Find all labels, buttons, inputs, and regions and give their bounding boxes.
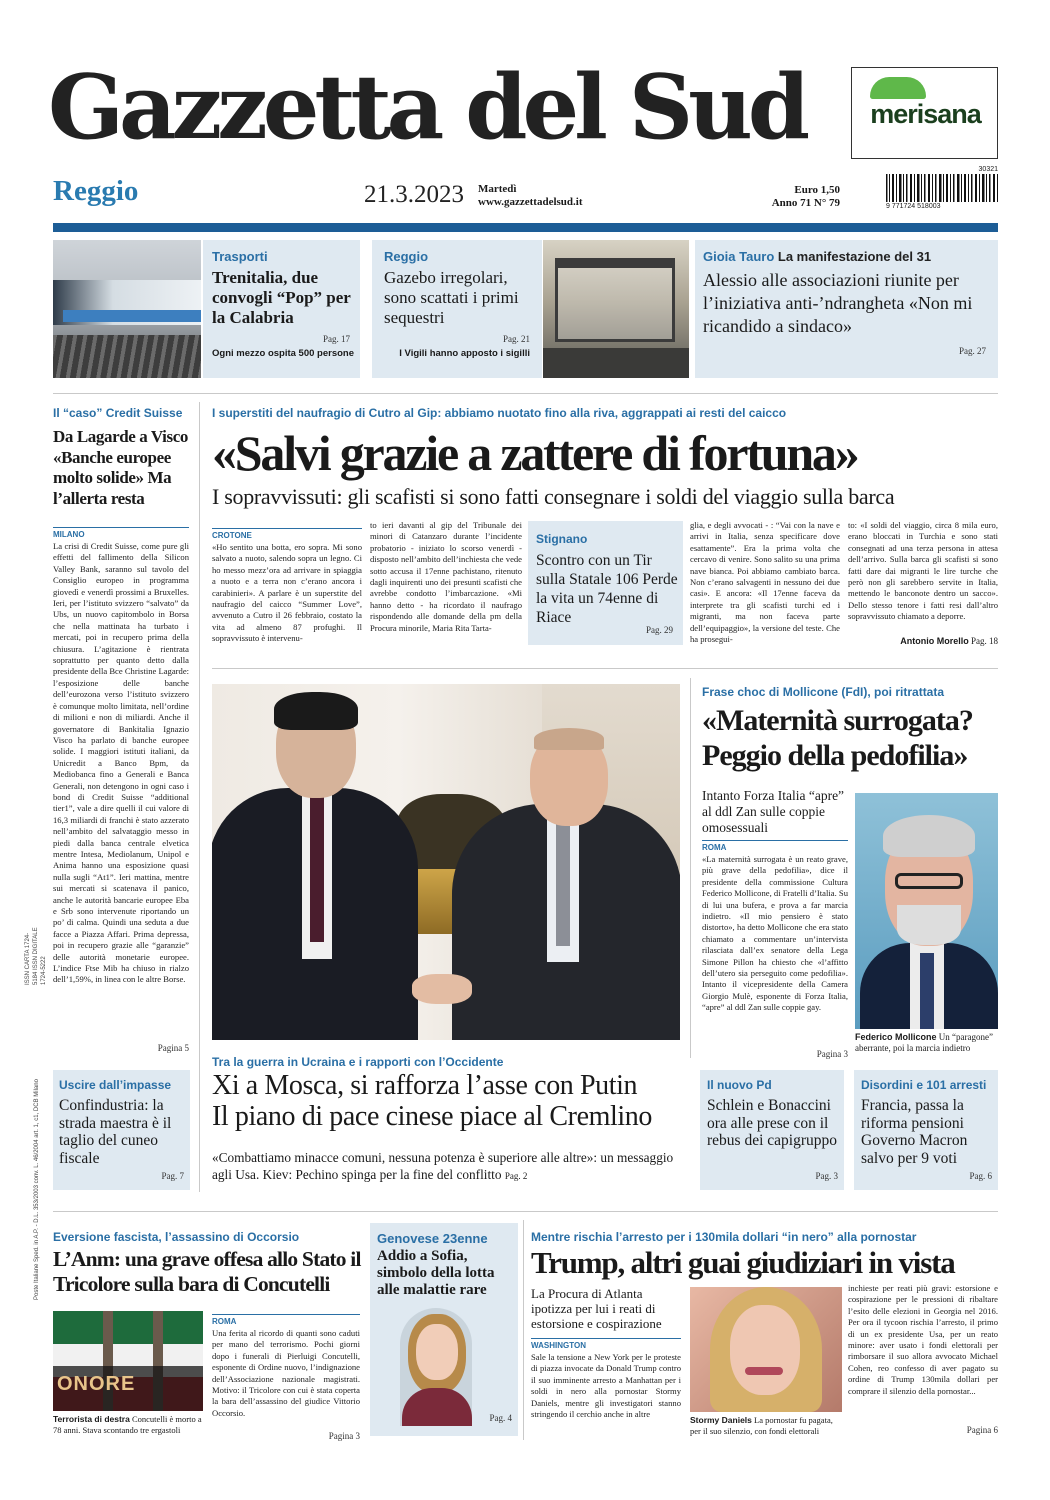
xi-page: Pag. 2 [504,1171,528,1181]
mollicone-photo [855,793,998,1029]
divider [523,1220,524,1440]
occorsio-body: Una ferita al ricordo di quanti sono caduti per mano del terrorismo. Pochi giorni dopo i funerali di Pierluigi Concutelli, esponente di Ordine nuovo, l’indignazione dell’Associazione nazionale magistrati. Motivo: il Tricolore con cui è stata coperta la bara dell’assassino del giudice Vittorio Occorsio. [212,1328,360,1418]
box-kicker: Il nuovo Pd [707,1078,772,1092]
cutro-byline [848,636,998,646]
genovese-kicker: Genovese 23enne [377,1231,488,1246]
stignano-page: Pag. 29 [646,625,673,635]
teaser-caption: Ogni mezzo ospita 500 persone [212,348,355,359]
occorsio-kicker: Eversione fascista, l’assassino di Occorsio [53,1230,300,1244]
sofia-photo [400,1308,472,1426]
xi-headline-1: Xi a Mosca, si rafforza l’asse con Putin [212,1070,638,1101]
teaser-reggio[interactable] [372,240,542,378]
barcode-top: 30321 [978,166,998,173]
box-kicker: Uscire dall’impasse [59,1078,172,1092]
teaser-page: Pag. 21 [503,334,530,344]
teaser-kicker: Gioia Tauro [703,249,775,264]
teaser-kicker: Trasporti [212,249,268,264]
cs-article [53,527,189,1053]
divider [199,402,200,1192]
stormy-daniels-photo [690,1287,842,1412]
cutro-page: Pag. 18 [971,636,998,646]
box-pd[interactable] [700,1070,844,1190]
occorsio-article [212,1314,360,1441]
teaser-headline: Trenitalia, due convogli “Pop” per la Calabria [212,268,351,327]
photo-banner-text: ONORE [57,1373,136,1395]
caption-text: Concutelli è morto a 78 anni. Stava scontando tre ergastoli [53,1414,202,1435]
cs-body: La crisi di Credit Suisse, come pure gli effetti del fallimento della Silicon Valley Bank, saranno sul tavolo del Consiglio europeo in programma giovedì e venerdì prossimi a Bruxelles. Ieri, per l’istituto svizzero “salvato” da Ubs, un nuovo capitombolo in Borsa che nella mattinata ha turbato i mercati, poi in recupero prima della chiusura. L’agitazione è rientrata soprattutto per quanto detto dalla presidente della Bce Christine Lagarde: l’esposizione delle banche dell’eurozona verso l’istituto svizzero è comunque molto limitata, nell’ordine di milioni e non di miliardi. Anche il governatore di Bankitalia Ignazio Visco ha parlato di banche europee solide. I maggiori istituti italiani, da Unicredit a Banco Bpm, da Mediobanca fino a Generali e Banca Generali, non detengono in ogni caso i bond di Credit Suisse “additional tier1”, vale a dire quelli il cui valore di 16,3 miliardi di franchi è stato azzerato nell’ambito del salvataggio messo in piedi dalla banca centrale elvetica mentre Intesa, Mediolanum, Unipol e Anima hanno una esposizione quasi nulla sugli “At1”. Ieri mattina, mentre sui mercati si scatenava il panico, anche le autorità bancarie europee Eba e Srb sono intervenute riportando un po’ di calma. Quindi una seduta a due facce a Piazza Affari. Prima depressa, poi in recupero grazie alle “garanzie” delle autorità monetarie europee. L’indice Ftse Mib ha chiuso in rialzo dell’1,59%, in linea con le altre Borse. [53,541,189,985]
teaser-trasporti[interactable] [203,240,360,378]
divider [53,1211,998,1212]
barcode-number: 9 771724 518003 [886,203,941,210]
cutro-author: Antonio Morello [900,636,969,646]
cutro-kicker: I superstiti del naufragio di Cutro al Gip: abbiamo nuotato fino alla riva, aggrappati ai resti del caicco [212,406,787,420]
xi-subhead-wrap [212,1149,682,1185]
trump-subhead: La Procura di Atlanta ipotizza per lui i reati di estorsione e cospirazione [531,1286,662,1331]
cutro-body-1: «Ho sentito una botta, ero sopra. Mi sono salvato a nuoto, salendo sopra un legno. Ci ho messo mezz’ora ad arrivare in spiaggia a nuoto e a terra non c’erano ancora i carabinieri». A parlare è un superstite del naufragio del caicco “Summer Love”, avvenuto a Cutro il 26 febbraio, costato la vita ad almeno 87 profughi. Il sopravvissuto è intervenu- [212,542,362,644]
xi-kicker: Tra la guerra in Ucraina e i rapporti con l’Occidente [212,1055,504,1069]
stignano-box[interactable] [528,521,683,645]
occorsio-photo [53,1311,203,1411]
maternita-body: «La maternità surrogata è un reato grave, più grave della pedofilia», dice il presidente della commissione Cultura Federico Mollicone, di Fratelli d’Italia. Su di lui una bufera, e prova a far marcia indietro. «Il mio pensiero è stato distorto», ha detto Mollicone che era stato chiamato a commentare un’intervista rilasciata dall’ex senatore della Lega Simone Pillon ha chiesto che «l’affitto dell’utero sia perseguito come pedofilia». Intanto il vicepresidente della Camera Giorgio Mulè, esponente di Forza Italia, “apre” al ddl Zan sulle coppie gay. [702,854,848,1013]
caption-text: La pornostar fu pagata, per il suo silenzio, con fondi elettorali [690,1415,833,1436]
stormy-caption [690,1415,842,1437]
divider [212,668,998,669]
box-francia[interactable] [854,1070,998,1190]
trump-body-2: inchieste per reati più gravi: estorsione e cospirazione per le pressioni di ribaltare l’esito delle elezioni in Georgia nel 2016. Per ora il tycoon rischia l’arresto, il primo di un ex presidente Usa, per un reato minore: aver usato i fondi elettorali per rimborsare il suo allora avvocato Michael Cohen, reo confesso di aver pagato su ordine di Trump 130mila dollari per comprare il silenzio della pornostar... [848,1283,998,1396]
cs-page: Pagina 5 [157,1043,189,1053]
price: Euro 1,50 [794,184,840,196]
mollicone-caption [855,1032,998,1054]
teaser-kicker-extra: La manifestazione del 31 [777,249,932,264]
maternita-headline: «Maternità surrogata? Peggio della pedofilia» [702,704,973,772]
teaser-page: Pag. 27 [959,346,986,356]
caption-name: Stormy Daniels [690,1415,752,1425]
box-page: Pag. 6 [969,1171,992,1181]
maternita-dateline: ROMA [702,840,848,852]
maternita-subhead: Intanto Forza Italia “apre” al ddl Zan sulle coppie omosessuali [702,788,845,835]
website-link[interactable]: www.gazzettadelsud.it [478,196,583,208]
weekday: Martedì [478,183,517,195]
teaser-caption: I Vigili hanno apposto i sigilli [399,348,530,359]
box-headline: Confindustria: la strada maestra è il taglio del cuneo fiscale [59,1097,172,1167]
trump-dateline: WASHINGTON [531,1338,681,1350]
masthead-bar [53,223,998,232]
box-page: Pag. 3 [815,1171,838,1181]
caption-name: Terrorista di destra [53,1414,130,1424]
teaser-kicker: Reggio [384,249,429,264]
caption-text: Un “paragone” aberrante, poi la marcia indietro [855,1032,993,1053]
box-kicker: Disordini e 101 arresti [861,1078,987,1092]
year-number: Anno 71 N° 79 [771,197,840,209]
masthead-title: Gazzetta del Sud [48,54,806,159]
genovese-headline: Addio a Sofia, simbolo della lotta alle malattie rare [377,1248,495,1298]
cutro-body-4: to: «I soldi del viaggio, circa 8 mila euro, erano bloccati in Turchia e sono stati consegnati ad una terza persona in attesa dell’arrivo. Sulla barca gli scafisti si sono fatti dare dai migranti le lire turche che però non gli sarebbero servite in Italia, mettendo le banconote dentro un sacco». Dello stesso tenore i fatti resi dall’altro sopravvissuto chiamato a deporre. [848,520,998,622]
stignano-kicker: Stignano [536,532,588,546]
xi-putin-photo [212,684,680,1040]
box-confindustria[interactable] [53,1070,190,1190]
xi-headline-2: Il piano di pace cinese piace al Cremlino [212,1101,652,1132]
box-headline: Francia, passa la riforma pensioni Governo Macron salvo per 9 voti [861,1097,968,1167]
divider [53,393,998,394]
cs-dateline: MILANO [53,527,189,539]
teaser-page: Pag. 17 [323,334,350,344]
xi-subhead: «Combattiamo minacce comuni, nessuna potenza è superiore alle altre»: un messaggio agli Usa. Kiev: Pechino spinga per la fine del conflitto [212,1150,674,1182]
box-page: Pag. 7 [161,1171,184,1181]
occorsio-caption [53,1414,203,1436]
cutro-headline: «Salvi grazie a zattere di fortuna» [212,425,858,481]
trump-headline: Trump, altri guai giudiziari in vista [531,1245,955,1280]
cutro-body-2: to ieri davanti al gip del Tribunale dei minori di Catanzaro durante l’incidente probatorio - iniziato lo scorso venerdì - disposto nell’ambito dell’inchiesta che vede sotto accusa il 17enne pachistano, ritenuto dagli inquirenti uno dei presunti scafisti che avrebbe condotto l’imbarcazione. «Mi hanno detto - ha ricordato il naufrago rispondendo alle domande della pm della Procura minorile, Maria Rita Tarta- [370,520,522,633]
stignano-headline: Scontro con un Tir sulla Statale 106 Perde la vita un 74enne di Riace [536,552,678,626]
box-headline: Schlein e Bonaccini ora alle prese con il rebus dei capigruppo [707,1097,837,1149]
issn-text: ISSN CARTA 1724-5184 ISSN DIGITALE 1724-5222 [25,927,47,985]
trump-article [531,1338,681,1444]
divider [690,678,691,1058]
teaser-headline: Alessio alle associazioni riunite per l’iniziativa anti-’ndrangheta «Non mi ricandido a sindaco» [703,270,973,336]
trump-page: Pagina 6 [966,1425,998,1435]
teaser-kicker-line [703,249,931,264]
occorsio-page: Pagina 3 [328,1431,360,1441]
teaser-gioia-tauro[interactable] [695,240,998,378]
sponsor-logo: merisana [870,99,981,129]
occorsio-dateline: ROMA [212,1314,360,1326]
maternita-article [702,840,848,1059]
caption-name: Federico Mollicone [855,1032,937,1042]
cutro-dateline: CROTONE [212,528,362,540]
cutro-body-3: glia, e degli avvocati - : “Vai con la nave e arrivi in Italia, senza specificare dove esattamente”. Era la prima volta che cercavo di venire. Sono salito su una prima nave bianca. Poi abbiamo cambiato barca. Non c’erano salvagenti in nessuno dei due casi». E ancora: «Il 17enne faceva da interprete tra gli scafisti turchi ed i migranti, ma non faceva parte dell’equipaggio», la versione del teste. Che ha prosegui- [690,520,840,645]
barcode [884,166,1000,212]
gazebo-photo [543,240,689,378]
postal-text: Poste Italiane Sped. in A.P. - D.L. 353/2003 conv. L. 46/2004 art. 1, c1, DCB Milano [34,1079,40,1300]
edition-label: Reggio [53,175,139,207]
cutro-col-1 [212,528,362,660]
cutro-subhead: I sopravvissuti: gli scafisti si sono fatti consegnare i soldi del viaggio sulla barca [212,484,895,509]
maternita-kicker: Frase choc di Mollicone (FdI), poi ritrattata [702,685,945,699]
maternita-page: Pagina 3 [816,1049,848,1059]
leaf-icon [870,77,926,99]
train-photo [53,240,201,378]
trump-body: Sale la tensione a New York per le proteste di piazza invocate da Donald Trump contro il suo imminente arresto a Manhattan per i soldi in nero alla pornostar Stormy Daniels, mentre gli investigatori stanno stringendo il cerchio anche in altre [531,1352,681,1420]
cs-headline: Da Lagarde a Visco «Banche europee molto solide» Ma l’allerta resta [53,427,188,508]
occorsio-headline: L’Anm: una grave offesa allo Stato il Tricolore sulla bara di Concutelli [53,1247,361,1296]
cs-kicker: Il “caso” Credit Suisse [53,406,183,420]
genovese-box[interactable] [370,1223,518,1436]
teaser-headline: Gazebo irregolari, sono scattati i primi sequestri [384,268,519,327]
trump-kicker: Mentre rischia l’arresto per i 130mila dollari “in nero” alla pornostar [531,1230,917,1244]
sponsor-box [851,67,998,159]
issue-date: 21.3.2023 [364,181,464,208]
genovese-page: Pag. 4 [489,1413,512,1423]
